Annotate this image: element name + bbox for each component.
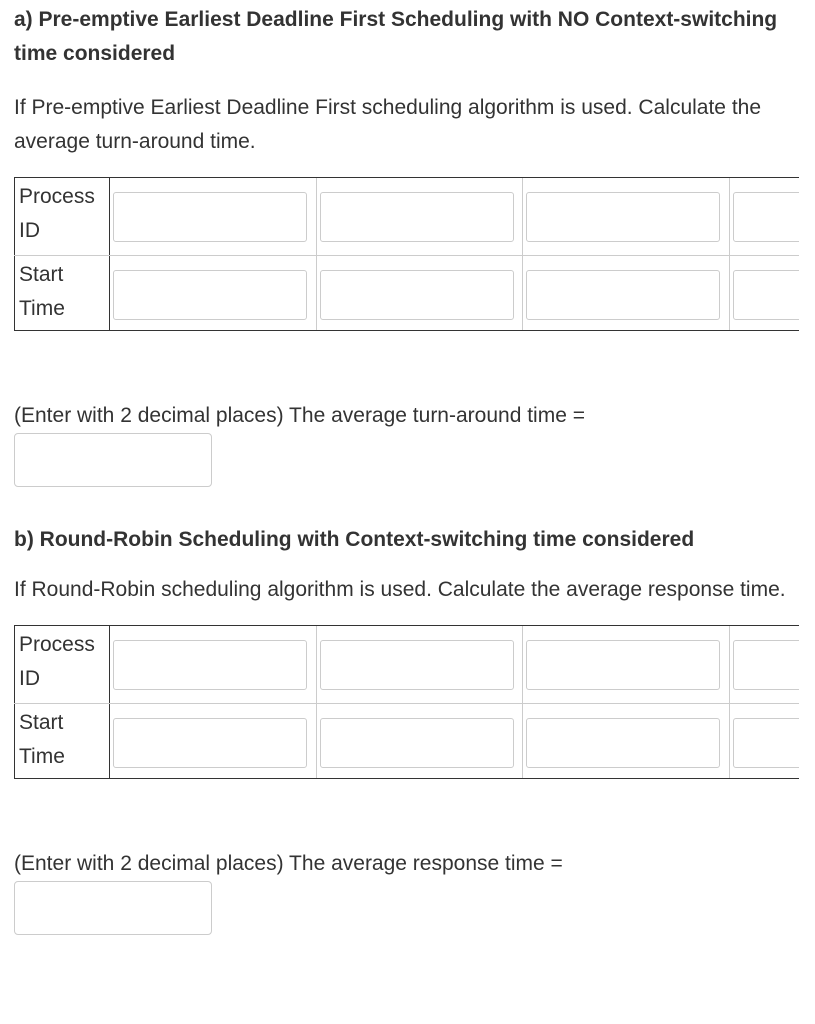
section-b-start-time-input-3[interactable] — [526, 718, 720, 768]
section-a-heading: a) Pre-emptive Earliest Deadline First Scheduling with NO Context-switching time considered — [14, 8, 778, 65]
section-b-table — [14, 625, 799, 779]
section-a-start-time-input-4[interactable] — [733, 270, 799, 320]
section-a-process-id-input-2[interactable] — [320, 192, 514, 242]
section-a-question: If Pre-emptive Earliest Deadline First scheduling algorithm is used. Calculate the average turn-around time. — [14, 96, 762, 153]
process-id-row — [15, 178, 800, 256]
section-a-process-id-input-3[interactable] — [526, 192, 720, 242]
section-a-table — [14, 177, 799, 331]
section-b-question: If Round-Robin scheduling algorithm is used. Calculate the average response time. — [14, 578, 786, 601]
section-b — [14, 520, 804, 935]
section-b-process-id-input-1[interactable] — [113, 640, 307, 690]
section-b-process-id-input-4[interactable] — [733, 640, 799, 690]
process-id-row — [15, 626, 800, 704]
start-time-label: Start Time — [15, 256, 110, 332]
section-b-answer — [14, 847, 804, 935]
section-b-start-time-input-1[interactable] — [113, 718, 307, 768]
section-a-start-time-input-2[interactable] — [320, 270, 514, 320]
section-b-process-id-input-3[interactable] — [526, 640, 720, 690]
section-b-process-id-input-2[interactable] — [320, 640, 514, 690]
section-b-answer-label: (Enter with 2 decimal places) The average response time = — [14, 852, 563, 875]
section-a-start-time-input-1[interactable] — [113, 270, 307, 320]
section-b-start-time-input-2[interactable] — [320, 718, 514, 768]
process-id-label: Process ID — [15, 626, 110, 704]
section-a-answer — [14, 399, 804, 487]
process-id-label: Process ID — [15, 178, 110, 256]
section-a-answer-label: (Enter with 2 decimal places) The average turn-around time = — [14, 404, 585, 427]
section-a — [14, 0, 804, 487]
start-time-label: Start Time — [15, 704, 110, 780]
section-a-process-id-input-4[interactable] — [733, 192, 799, 242]
section-a-start-time-input-3[interactable] — [526, 270, 720, 320]
section-b-heading: b) Round-Robin Scheduling with Context-switching time considered — [14, 528, 695, 551]
start-time-row — [15, 704, 800, 780]
section-a-process-id-input-1[interactable] — [113, 192, 307, 242]
average-response-input[interactable] — [14, 881, 212, 935]
section-b-start-time-input-4[interactable] — [733, 718, 799, 768]
average-turnaround-input[interactable] — [14, 433, 212, 487]
start-time-row — [15, 256, 800, 332]
